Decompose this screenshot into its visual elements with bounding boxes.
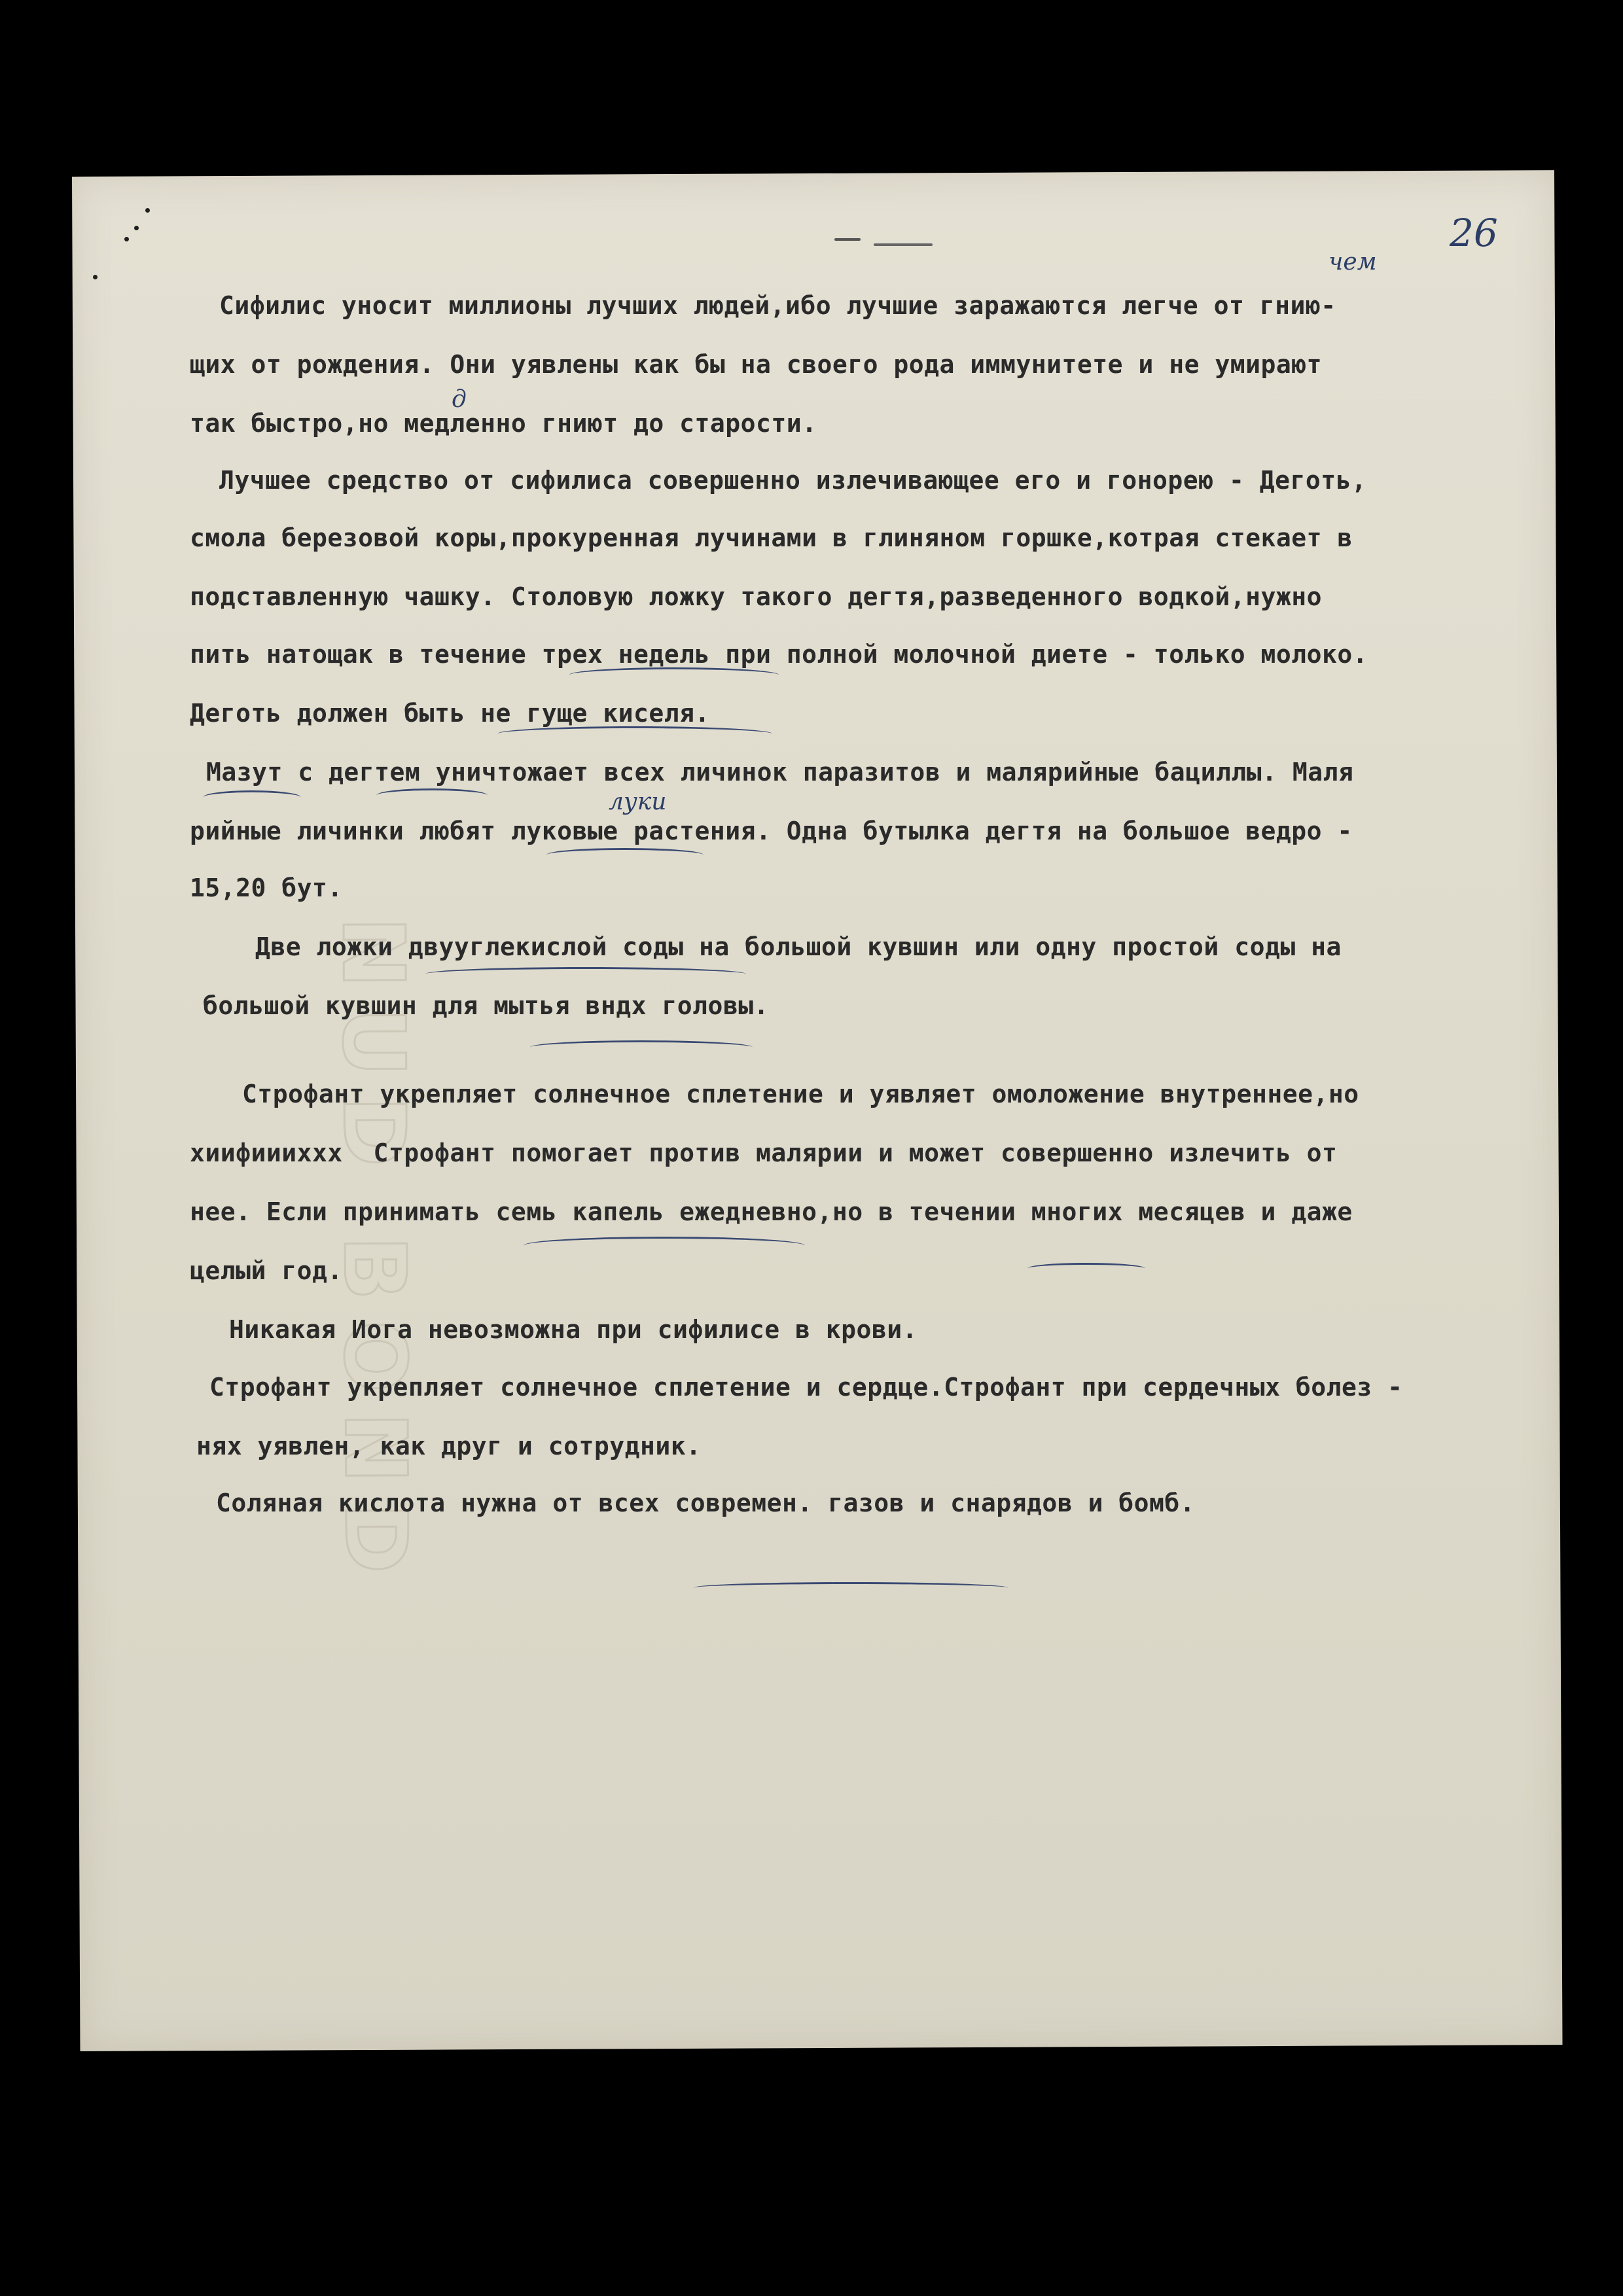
pen-underline <box>376 788 488 802</box>
handwritten-note: чем <box>1329 249 1377 275</box>
watermark: NUD BOND <box>323 916 426 1594</box>
pen-underline <box>546 848 704 862</box>
text-line: смола березовой коры,прокуренная лучинами в глиняном горшке,котрая стекает в <box>190 523 1353 552</box>
text-line: Строфант укрепляет солнечное сплетение и уявляет омоложение внутреннее,но <box>242 1080 1359 1108</box>
text-line: нях уявлен, как друг и сотрудник. <box>196 1432 702 1460</box>
page-number: 26 <box>1450 211 1498 255</box>
pen-underline <box>694 1582 1008 1593</box>
handwritten-note: луки <box>609 788 667 815</box>
pen-underline <box>203 790 301 804</box>
pen-underline <box>569 667 779 682</box>
text-line: рийные личинки любят луковые растения. Одна бутылка дегтя на большое ведро - <box>190 817 1353 845</box>
text-line: 15,20 бут. <box>190 874 343 902</box>
text-line: целый год. <box>190 1256 343 1285</box>
text-line: щих от рождения. Они уявлены как бы на своего рода иммунитете и не умирают <box>190 350 1322 379</box>
text-line: Деготь должен быть не гуще киселя. <box>190 699 710 728</box>
text-line: подставленную чашку. Столовую ложку такого дегтя,разведенного водкой,нужно <box>190 582 1322 611</box>
text-line: Строфант укрепляет солнечное сплетение и сердце.Строфант при сердечных болез - <box>209 1373 1403 1402</box>
text-line: Лучшее средство от сифилиса совершенно излечивающее его и гонорею - Деготь, <box>219 466 1367 495</box>
pen-underline <box>1027 1263 1145 1274</box>
text-line: большой кувшин для мытья вндх головы. <box>203 991 769 1020</box>
handwritten-note: д <box>452 386 467 413</box>
text-line: Никакая Иога невозможна при сифилисе в крови. <box>229 1315 918 1344</box>
pen-underline <box>425 967 746 981</box>
text-line: пить натощак в течение трех недель при полной молочной диете - только молоко. <box>190 640 1368 669</box>
text-line: так быстро,но медленно гниют до старости. <box>190 409 817 438</box>
pen-underline <box>497 726 772 741</box>
text-line: Соляная кислота нужна от всех современ. газов и снарядов и бомб. <box>216 1489 1196 1517</box>
text-line: Мазут с дегтем уничтожает всех личинок паразитов и малярийные бациллы. Маля <box>206 758 1354 786</box>
text-line: Две ложки двууглекислой соды на большой кувшин или одну простой соды на <box>255 932 1342 961</box>
text-line: Сифилис уносит миллионы лучших людей,ибо лучшие заражаются легче от гнию- <box>219 291 1336 320</box>
text-line: хиифиииххх Строфант помогает против малярии и может совершенно излечить от <box>190 1139 1338 1167</box>
text-line: нее. Если принимать семь капель ежедневно,но в течении многих месяцев и даже <box>190 1197 1353 1226</box>
pen-underline <box>530 1040 753 1054</box>
pen-underline <box>524 1237 805 1254</box>
